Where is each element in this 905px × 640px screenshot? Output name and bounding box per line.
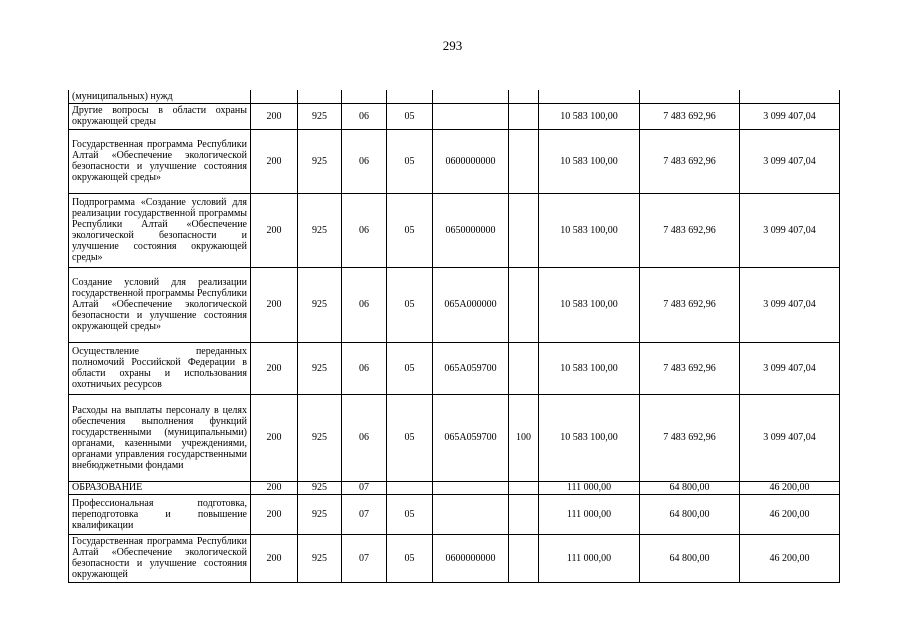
cell-remaining-amount: 46 200,00 [740,534,840,582]
cell-subsection: 05 [387,494,433,534]
table-row [69,129,840,193]
cell-remaining-amount [740,90,840,103]
cell-executed-amount: 7 483 692,96 [640,103,740,129]
cell-target-article [433,494,509,534]
cell-section: 06 [342,103,387,129]
table-row [69,481,840,494]
cell-target-article [433,103,509,129]
cell-subsection: 05 [387,534,433,582]
budget-table [68,90,840,583]
cell-expense-type [509,129,539,193]
cell-executed-amount: 64 800,00 [640,494,740,534]
cell-subsection: 05 [387,129,433,193]
cell-admin-code: 200 [251,534,298,582]
cell-approved-amount: 10 583 100,00 [539,342,640,394]
cell-approved-amount: 10 583 100,00 [539,103,640,129]
cell-expense-type [509,90,539,103]
cell-section [342,90,387,103]
table-row [69,90,840,103]
cell-ministry-code: 925 [298,267,342,342]
row-name: Другие вопросы в области охраны окружающей среды [69,103,251,129]
cell-approved-amount: 10 583 100,00 [539,193,640,267]
cell-admin-code: 200 [251,494,298,534]
cell-admin-code: 200 [251,342,298,394]
row-name: Профессиональная подготовка, переподготовка и повышение квалификации [69,494,251,534]
cell-section: 06 [342,129,387,193]
cell-approved-amount: 10 583 100,00 [539,129,640,193]
table-row [69,494,840,534]
cell-ministry-code [298,90,342,103]
cell-subsection [387,90,433,103]
row-name: ОБРАЗОВАНИЕ [69,481,251,494]
table-row [69,342,840,394]
row-name: Создание условий для реализации государственной программы Республики Алтай «Обеспечение экологической безопасности и улучшение состояния окружающей среды» [69,267,251,342]
cell-target-article [433,481,509,494]
cell-expense-type [509,534,539,582]
cell-approved-amount: 111 000,00 [539,494,640,534]
row-name: Осуществление переданных полномочий Российской Федерации в области охраны и использования охотничьих ресурсов [69,342,251,394]
row-name: (муниципальных) нужд [69,90,251,103]
cell-admin-code [251,90,298,103]
cell-section: 07 [342,494,387,534]
cell-executed-amount: 64 800,00 [640,534,740,582]
cell-executed-amount: 7 483 692,96 [640,267,740,342]
cell-subsection: 05 [387,394,433,481]
cell-admin-code: 200 [251,481,298,494]
cell-target-article: 065А059700 [433,394,509,481]
row-name: Государственная программа Республики Алтай «Обеспечение экологической безопасности и улучшение состояния окружающей среды» [69,129,251,193]
cell-target-article: 0600000000 [433,129,509,193]
cell-expense-type [509,342,539,394]
cell-expense-type [509,481,539,494]
table-row [69,193,840,267]
cell-admin-code: 200 [251,129,298,193]
cell-admin-code: 200 [251,103,298,129]
cell-ministry-code: 925 [298,494,342,534]
cell-section: 06 [342,394,387,481]
cell-executed-amount: 7 483 692,96 [640,342,740,394]
cell-remaining-amount: 3 099 407,04 [740,267,840,342]
cell-section: 06 [342,342,387,394]
table-row [69,267,840,342]
cell-target-article: 065А000000 [433,267,509,342]
cell-remaining-amount: 3 099 407,04 [740,103,840,129]
cell-remaining-amount: 3 099 407,04 [740,193,840,267]
cell-approved-amount [539,90,640,103]
cell-expense-type: 100 [509,394,539,481]
cell-admin-code: 200 [251,267,298,342]
cell-ministry-code: 925 [298,534,342,582]
table-row [69,394,840,481]
page-number: 293 [442,38,463,53]
cell-ministry-code: 925 [298,394,342,481]
cell-executed-amount: 64 800,00 [640,481,740,494]
cell-executed-amount: 7 483 692,96 [640,129,740,193]
row-name: Государственная программа Республики Алтай «Обеспечение экологической безопасности и улучшение состояния окружающей [69,534,251,582]
cell-remaining-amount: 46 200,00 [740,481,840,494]
cell-target-article: 065А059700 [433,342,509,394]
cell-approved-amount: 10 583 100,00 [539,394,640,481]
cell-subsection: 05 [387,193,433,267]
cell-executed-amount [640,90,740,103]
cell-remaining-amount: 46 200,00 [740,494,840,534]
cell-approved-amount: 111 000,00 [539,534,640,582]
cell-subsection: 05 [387,267,433,342]
cell-executed-amount: 7 483 692,96 [640,193,740,267]
cell-admin-code: 200 [251,394,298,481]
cell-admin-code: 200 [251,193,298,267]
cell-ministry-code: 925 [298,103,342,129]
cell-approved-amount: 111 000,00 [539,481,640,494]
cell-remaining-amount: 3 099 407,04 [740,342,840,394]
cell-subsection: 05 [387,103,433,129]
row-name: Расходы на выплаты персоналу в целях обеспечения выполнения функций государственными (муниципальными) органами, казенными учреждениями, органами управления государственными внебюджетными фондами [69,394,251,481]
cell-expense-type [509,494,539,534]
cell-section: 07 [342,481,387,494]
cell-ministry-code: 925 [298,481,342,494]
cell-section: 07 [342,534,387,582]
cell-ministry-code: 925 [298,193,342,267]
cell-expense-type [509,103,539,129]
cell-remaining-amount: 3 099 407,04 [740,394,840,481]
cell-executed-amount: 7 483 692,96 [640,394,740,481]
cell-ministry-code: 925 [298,342,342,394]
cell-subsection: 05 [387,342,433,394]
cell-ministry-code: 925 [298,129,342,193]
cell-section: 06 [342,193,387,267]
table-row [69,534,840,582]
cell-target-article: 0650000000 [433,193,509,267]
cell-section: 06 [342,267,387,342]
cell-target-article [433,90,509,103]
cell-subsection [387,481,433,494]
cell-approved-amount: 10 583 100,00 [539,267,640,342]
cell-expense-type [509,267,539,342]
cell-remaining-amount: 3 099 407,04 [740,129,840,193]
cell-expense-type [509,193,539,267]
row-name: Подпрограмма «Создание условий для реализации государственной программы Республики Алтай «Обеспечение экологической безопасности и улучшение состояния окружающей среды» [69,193,251,267]
cell-target-article: 0600000000 [433,534,509,582]
table-row [69,103,840,129]
